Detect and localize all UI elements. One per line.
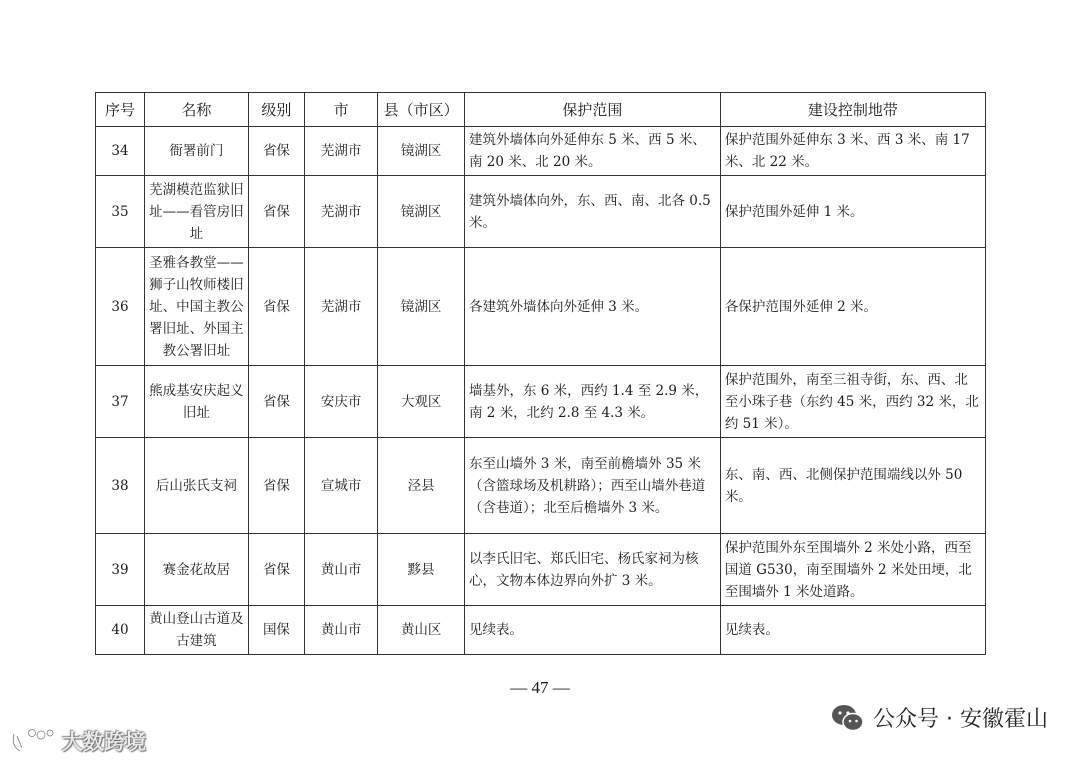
cell-no: 34 [96,127,145,176]
table-row [96,438,986,534]
cell-name: 熊成基安庆起义旧址 [144,366,248,438]
table-row [96,534,986,606]
cell-city: 安庆市 [304,366,377,438]
cell-no: 37 [96,366,145,438]
cell-name: 衙署前门 [144,127,248,176]
header-control-zone: 建设控制地带 [720,93,985,127]
cell-name: 黄山登山古道及古建筑 [144,606,248,655]
cell-county: 镜湖区 [378,127,465,176]
header-city: 市 [304,93,377,127]
cell-protection-range: 墙基外，东 6 米，西约 1.4 至 2.9 米，南 2 米，北约 2.8 至 4.3 米。 [465,366,721,438]
cell-county: 黄山区 [378,606,465,655]
watermark-text: 大数跨境 [62,730,146,754]
cell-level: 省保 [248,176,304,248]
cell-name: 后山张氏支祠 [144,438,248,534]
cell-level: 省保 [248,366,304,438]
cell-control-zone: 见续表。 [720,606,985,655]
cell-level: 国保 [248,606,304,655]
cell-protection-range: 各建筑外墙体向外延伸 3 米。 [465,248,721,366]
cell-protection-range: 建筑外墙体向外延伸东 5 米、西 5 米、南 20 米、北 20 米。 [465,127,721,176]
cell-county: 泾县 [378,438,465,534]
cell-level: 省保 [248,248,304,366]
cell-level: 省保 [248,127,304,176]
cell-no: 40 [96,606,145,655]
cell-no: 39 [96,534,145,606]
cell-control-zone: 各保护范围外延伸 2 米。 [720,248,985,366]
cell-county: 镜湖区 [378,248,465,366]
wechat-account-label [831,702,1048,733]
cell-city: 芜湖市 [304,248,377,366]
table-row [96,248,986,366]
cell-control-zone: 保护范围外延伸 1 米。 [720,176,985,248]
table-row [96,366,986,438]
heritage-table [95,92,986,655]
header-name: 名称 [144,93,248,127]
cell-city: 黄山市 [304,606,377,655]
cell-no: 38 [96,438,145,534]
cell-level: 省保 [248,438,304,534]
header-county: 县（市区） [378,93,465,127]
cell-name: 芜湖模范监狱旧址——看管房旧址 [144,176,248,248]
header-protection-range: 保护范围 [465,93,721,127]
cell-level: 省保 [248,534,304,606]
cell-protection-range: 东至山墙外 3 米，南至前檐墙外 35 米（含篮球场及机耕路）；西至山墙外巷道（含巷道）；北至后檐墙外 3 米。 [465,438,721,534]
cell-name: 圣雅各教堂——狮子山牧师楼旧址、中国主教公署旧址、外国主教公署旧址 [144,248,248,366]
table-row [96,127,986,176]
table-row [96,176,986,248]
cell-county: 大观区 [378,366,465,438]
table-row [96,606,986,655]
cell-county: 黟县 [378,534,465,606]
cell-county: 镜湖区 [378,176,465,248]
cell-city: 黄山市 [304,534,377,606]
cell-control-zone: 保护范围外延伸东 3 米、西 3 米、南 17 米、北 22 米。 [720,127,985,176]
watermark-logo-icon [8,724,56,758]
cell-name: 赛金花故居 [144,534,248,606]
cell-city: 芜湖市 [304,127,377,176]
cell-city: 芜湖市 [304,176,377,248]
header-level: 级别 [248,93,304,127]
cell-protection-range: 以李氏旧宅、郑氏旧宅、杨氏家祠为核心，文物本体边界向外扩 3 米。 [465,534,721,606]
page-number: — 47 — [510,678,570,697]
cell-city: 宣城市 [304,438,377,534]
cell-protection-range: 建筑外墙体向外，东、西、南、北各 0.5 米。 [465,176,721,248]
wechat-account-text: 公众号 · 安徽霍山 [873,707,1048,732]
cell-control-zone: 保护范围外，南至三祖寺街，东、西、北至小珠子巷（东约 45 米，西约 32 米，北约 51 米）。 [720,366,985,438]
table-header-row [96,93,986,127]
watermark [8,724,146,758]
header-no: 序号 [96,93,145,127]
cell-no: 36 [96,248,145,366]
cell-control-zone: 保护范围外东至围墙外 2 米处小路，西至国道 G530，南至围墙外 2 米处田埂，北至围墙外 1 米处道路。 [720,534,985,606]
cell-no: 35 [96,176,145,248]
cell-control-zone: 东、南、西、北侧保护范围端线以外 50 米。 [720,438,985,534]
cell-protection-range: 见续表。 [465,606,721,655]
wechat-icon [831,703,865,733]
